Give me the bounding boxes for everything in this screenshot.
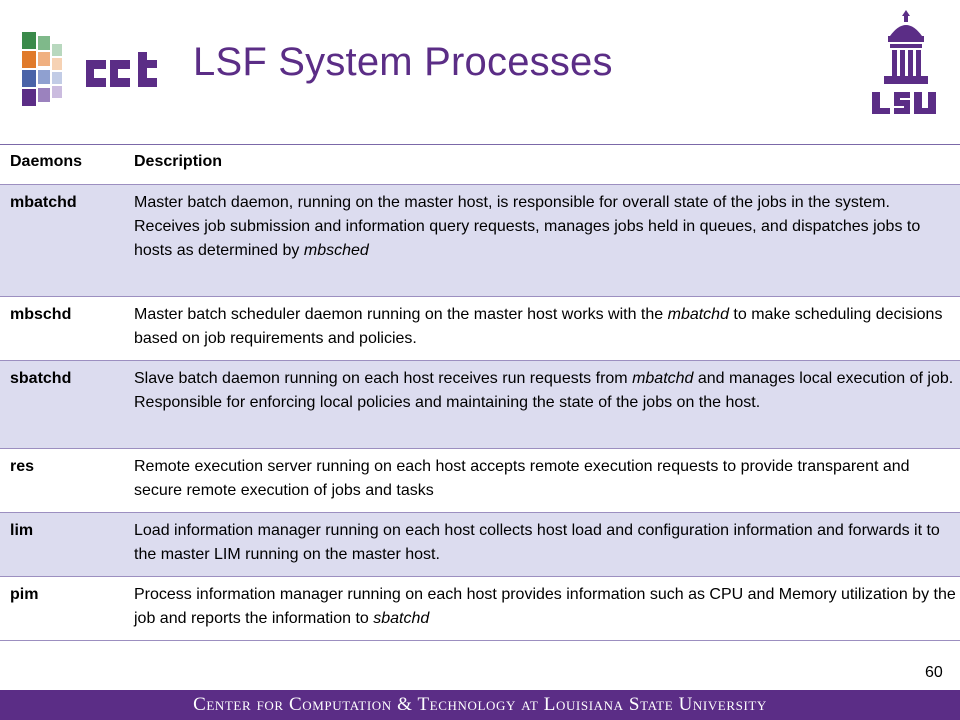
- daemon-description: Process information manager running on each host provides information such as CPU and Memory utilization by the job and reports the information to sbatchd: [134, 586, 956, 627]
- footer-bar: [0, 690, 960, 720]
- daemon-description: Master batch scheduler daemon running on the master host works with the mbatchd to make scheduling decisions based on job requirements and policies.: [134, 306, 943, 347]
- page-number: 60: [925, 664, 943, 681]
- footer-text: Center for Computation & Technology at Louisiana State University: [193, 694, 767, 715]
- daemon-name: res: [10, 458, 35, 475]
- daemon-description: Master batch daemon, running on the master host, is responsible for overall state of the jobs in the system. Receives job submission and information query requests, manages jobs held in queues, and dispatches jobs to hosts as determined by mbsched: [134, 194, 921, 259]
- daemon-name: mbatchd: [10, 194, 77, 211]
- table-row: [0, 361, 960, 449]
- daemon-name: lim: [10, 522, 34, 539]
- daemon-name: sbatchd: [10, 370, 72, 387]
- table-row: [0, 449, 960, 513]
- lsu-logo: [868, 6, 944, 118]
- table-row: [0, 297, 960, 361]
- table-header-row: [0, 145, 960, 185]
- daemon-name: pim: [10, 586, 39, 603]
- daemon-description: Slave batch daemon running on each host receives run requests from mbatchd and manages local execution of job. Responsible for enforcing local policies and maintaining the state of the jobs on the host.: [134, 370, 954, 411]
- daemon-description: Load information manager running on each host collects host load and configuration information and forwards it to the master LIM running on the master host.: [134, 522, 940, 563]
- table-row: [0, 185, 960, 297]
- daemon-description: Remote execution server running on each host accepts remote execution requests to provide transparent and secure remote execution of jobs and tasks: [134, 458, 910, 499]
- table-row: [0, 513, 960, 577]
- cct-logo: [22, 32, 172, 108]
- daemon-name: mbschd: [10, 306, 72, 323]
- table-row: [0, 577, 960, 641]
- slide-title: LSF System Processes: [193, 40, 613, 84]
- header-daemons: Daemons: [10, 153, 83, 170]
- header-description: Description: [134, 153, 223, 170]
- daemons-table: [0, 145, 960, 641]
